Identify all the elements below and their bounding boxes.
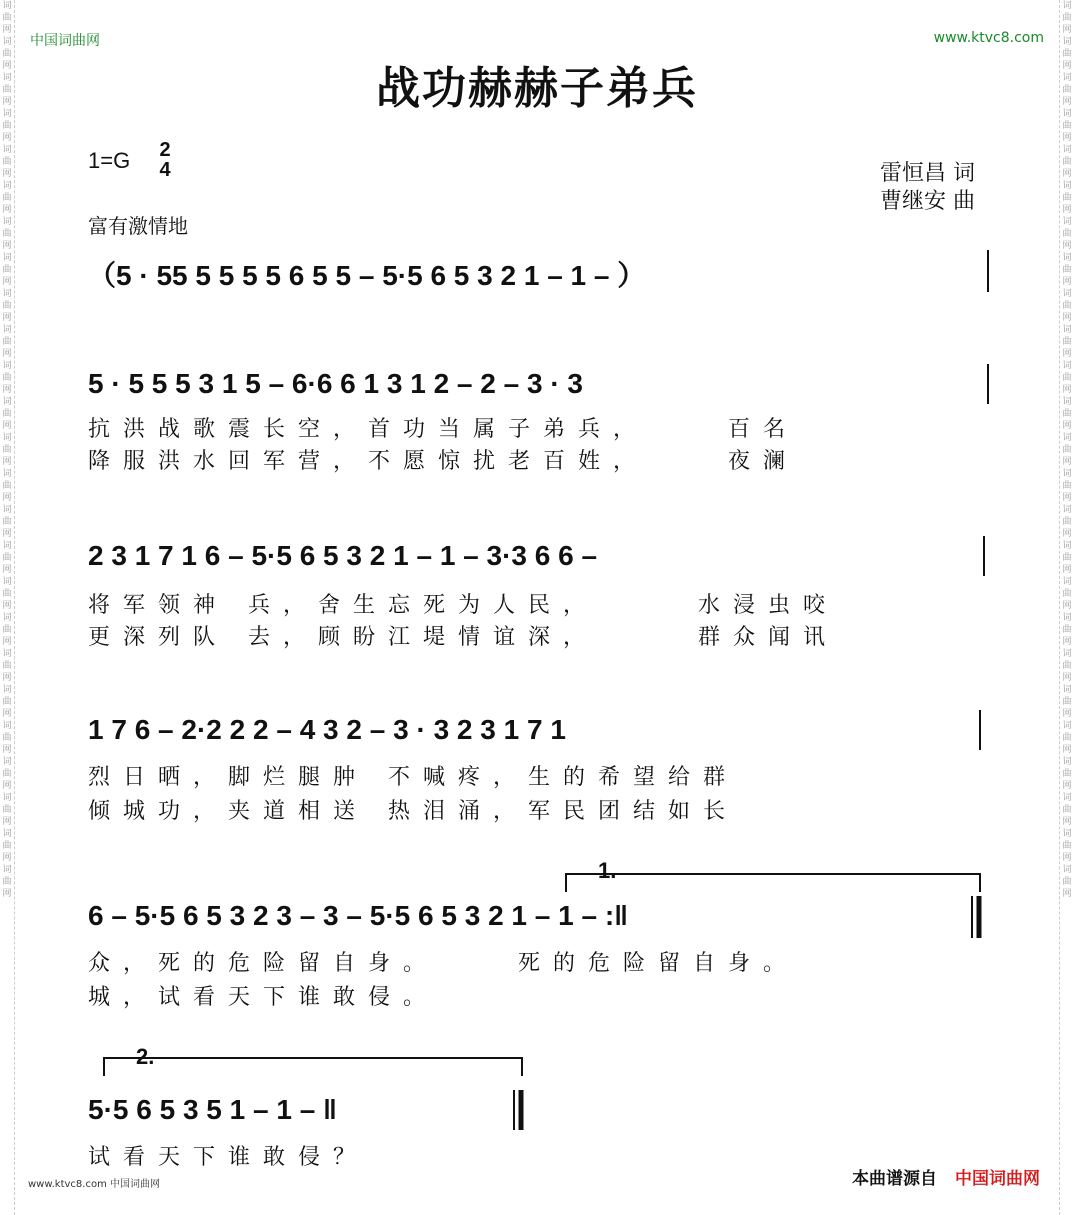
lyric-row-3-verse-1: 将军领神 兵，舍生忘死为人民， 水浸虫咬 <box>88 593 838 618</box>
lyric-row-3-verse-2: 更深列队 去，顾盼江堤情谊深， 群众闻讯 <box>88 625 838 650</box>
side-watermark-right: 词曲网词曲网词曲网词曲网词曲网词曲网词曲网词曲网词曲网词曲网词曲网词曲网词曲网词曲网词曲网词曲网词曲网词曲网词曲网词曲网词曲网词曲网词曲网词曲网词曲网 <box>1059 0 1074 1215</box>
notation-row-2: 5 · 5 5 5 3 1 5 – 6·6 6 1 3 1 2 – 2 – 3 · 3 <box>88 368 584 399</box>
notation-row-3: 2 3 1 7 1 6 – 5·5 6 5 3 2 1 – 1 – 3·3 6 6 – <box>88 540 598 571</box>
lyric-row-5-verse-1: 众，死的危险留自身。 死的危险留自身。 <box>88 951 798 976</box>
lyric-row-2-verse-2: 降服洪水回军营，不愿惊扰老百姓， 夜澜 <box>88 449 798 474</box>
notation-row-5: 6 – 5·5 6 5 3 2 3 – 3 – 5·5 6 5 3 2 1 – 1 – :‖ <box>88 900 629 931</box>
lyric-row-4-verse-2: 倾城功，夹道相送 热泪涌，军民团结如长 <box>88 799 738 824</box>
side-watermark-left: 词曲网词曲网词曲网词曲网词曲网词曲网词曲网词曲网词曲网词曲网词曲网词曲网词曲网词曲网词曲网词曲网词曲网词曲网词曲网词曲网词曲网词曲网词曲网词曲网词曲网 <box>0 0 15 1215</box>
notation-row-4: 1 7 6 – 2·2 2 2 – 4 3 2 – 3 · 3 2 3 1 7 1 <box>88 714 566 745</box>
key-signature: 1=G <box>88 148 131 173</box>
lyric-row-5-verse-2: 城，试看天下谁敢侵。 <box>88 985 439 1010</box>
footer-source-label: 本曲谱源自 <box>852 1169 937 1189</box>
notation-row-6: 5·5 6 5 3 5 1 – 1 – ‖ <box>88 1094 337 1125</box>
time-signature-bottom: 4 <box>159 159 171 181</box>
tempo-marking: 富有激情地 <box>88 214 188 238</box>
footer-left: www.ktvc8.com 中国词曲网 <box>28 1179 161 1190</box>
notation-row-1: （5 · 55 5 5 5 5 6 5 5 – 5·5 6 5 3 2 1 – 1 – ） <box>88 260 646 291</box>
lyric-row-4-verse-1: 烈日晒，脚烂腿肿 不喊疼，生的希望给群 <box>88 765 738 790</box>
site-name-left[interactable]: 中国词曲网 <box>30 33 100 49</box>
lyric-row-2-verse-1: 抗洪战歌震长空，首功当属子弟兵， 百名 <box>88 417 798 442</box>
lyricist: 雷恒昌 词 <box>880 161 975 186</box>
site-url-right[interactable]: www.ktvc8.com <box>933 30 1044 46</box>
footer-right <box>852 1164 1040 1189</box>
page-title: 战功赫赫子弟兵 <box>376 63 698 114</box>
time-signature-top: 2 <box>159 139 171 161</box>
lyric-row-6-verse-1: 试看天下谁敢侵？ <box>88 1145 369 1170</box>
composer: 曹继安 曲 <box>880 189 975 214</box>
volta-2-label: 2. <box>136 1044 155 1069</box>
footer-brand[interactable]: 中国词曲网 <box>955 1169 1040 1189</box>
volta-1-label: 1. <box>598 858 617 883</box>
